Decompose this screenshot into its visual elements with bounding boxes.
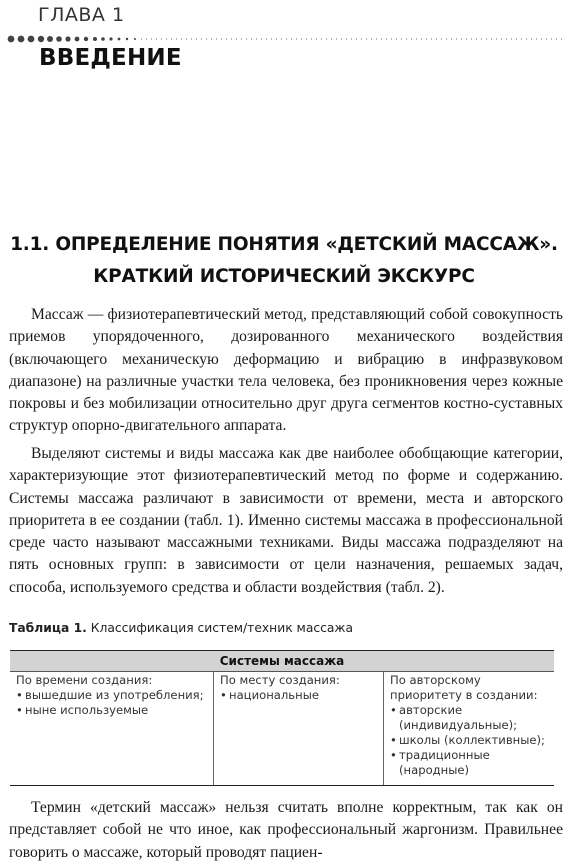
table-column-time [10,672,214,785]
dotted-divider [6,32,562,46]
table-header: Системы массажа [10,651,554,672]
list-item: • традиционные (народные) [390,748,548,778]
massage-systems-table [10,650,554,786]
table-caption [9,621,353,635]
table-column-place [214,672,384,785]
paragraph-systems: Выделяют системы и виды массажа как две наиболее обобщающие категории, характеризующие этот физиотерапевтический метод по форме и содержанию. Системы массажа различают в зависимости от времени, места и авторского приоритета в ее создании (табл. 1). Именно системы массажа в профессиональной среде часто называют массажными техниками. Виды массажа подразделяют на пять основных групп: в зависимости от цели назначения, решаемых задач, способа, используемого средства и области воздействия (табл. 2). [9,445,563,596]
table-caption-text: Классификация систем/техник массажа [86,621,354,635]
chapter-label: ГЛАВА 1 [38,4,125,26]
list-item: • ныне используемые [16,703,207,718]
list-item: • авторские (индивидуальные); [390,703,548,733]
table-caption-number: Таблица 1. [9,621,87,635]
section-title [0,229,568,293]
list-item: • вышедшие из употребления; [16,688,207,703]
list-item: • национальные [220,688,377,703]
section-title-line-1: 1.1. ОПРЕДЕЛЕНИЕ ПОНЯТИЯ «ДЕТСКИЙ МАССАЖ». [10,234,558,255]
column-heading: По месту создания: [220,673,340,687]
chapter-title: ВВЕДЕНИЕ [39,45,182,71]
paragraph-term: Термин «детский массаж» нельзя считать вполне корректным, так как он представляет собой не что иное, как профессиональный жаргонизм. Правильнее говорить о массаже, который проводят пациен- [9,799,563,861]
column-heading: По времени создания: [16,673,153,687]
paragraph-definition: Массаж — физиотерапевтический метод, представляющий собой совокупность приемов упорядоченного, дозированного механического воздействия (включающего механическую деформацию и вибрацию в инфразвуковом диапазоне) на различные участки тела человека, без проникновения через кожные покровы и без мобилизации относительно друг друга сегментов костно-суставных структур опорно-двигательного аппарата. [9,306,563,435]
column-heading: По авторскому приоритету в создании: [390,673,538,702]
table-column-author [384,672,554,785]
section-title-line-2: КРАТКИЙ ИСТОРИЧЕСКИЙ ЭКСКУРС [93,266,475,287]
list-item: • школы (коллективные); [390,733,548,748]
